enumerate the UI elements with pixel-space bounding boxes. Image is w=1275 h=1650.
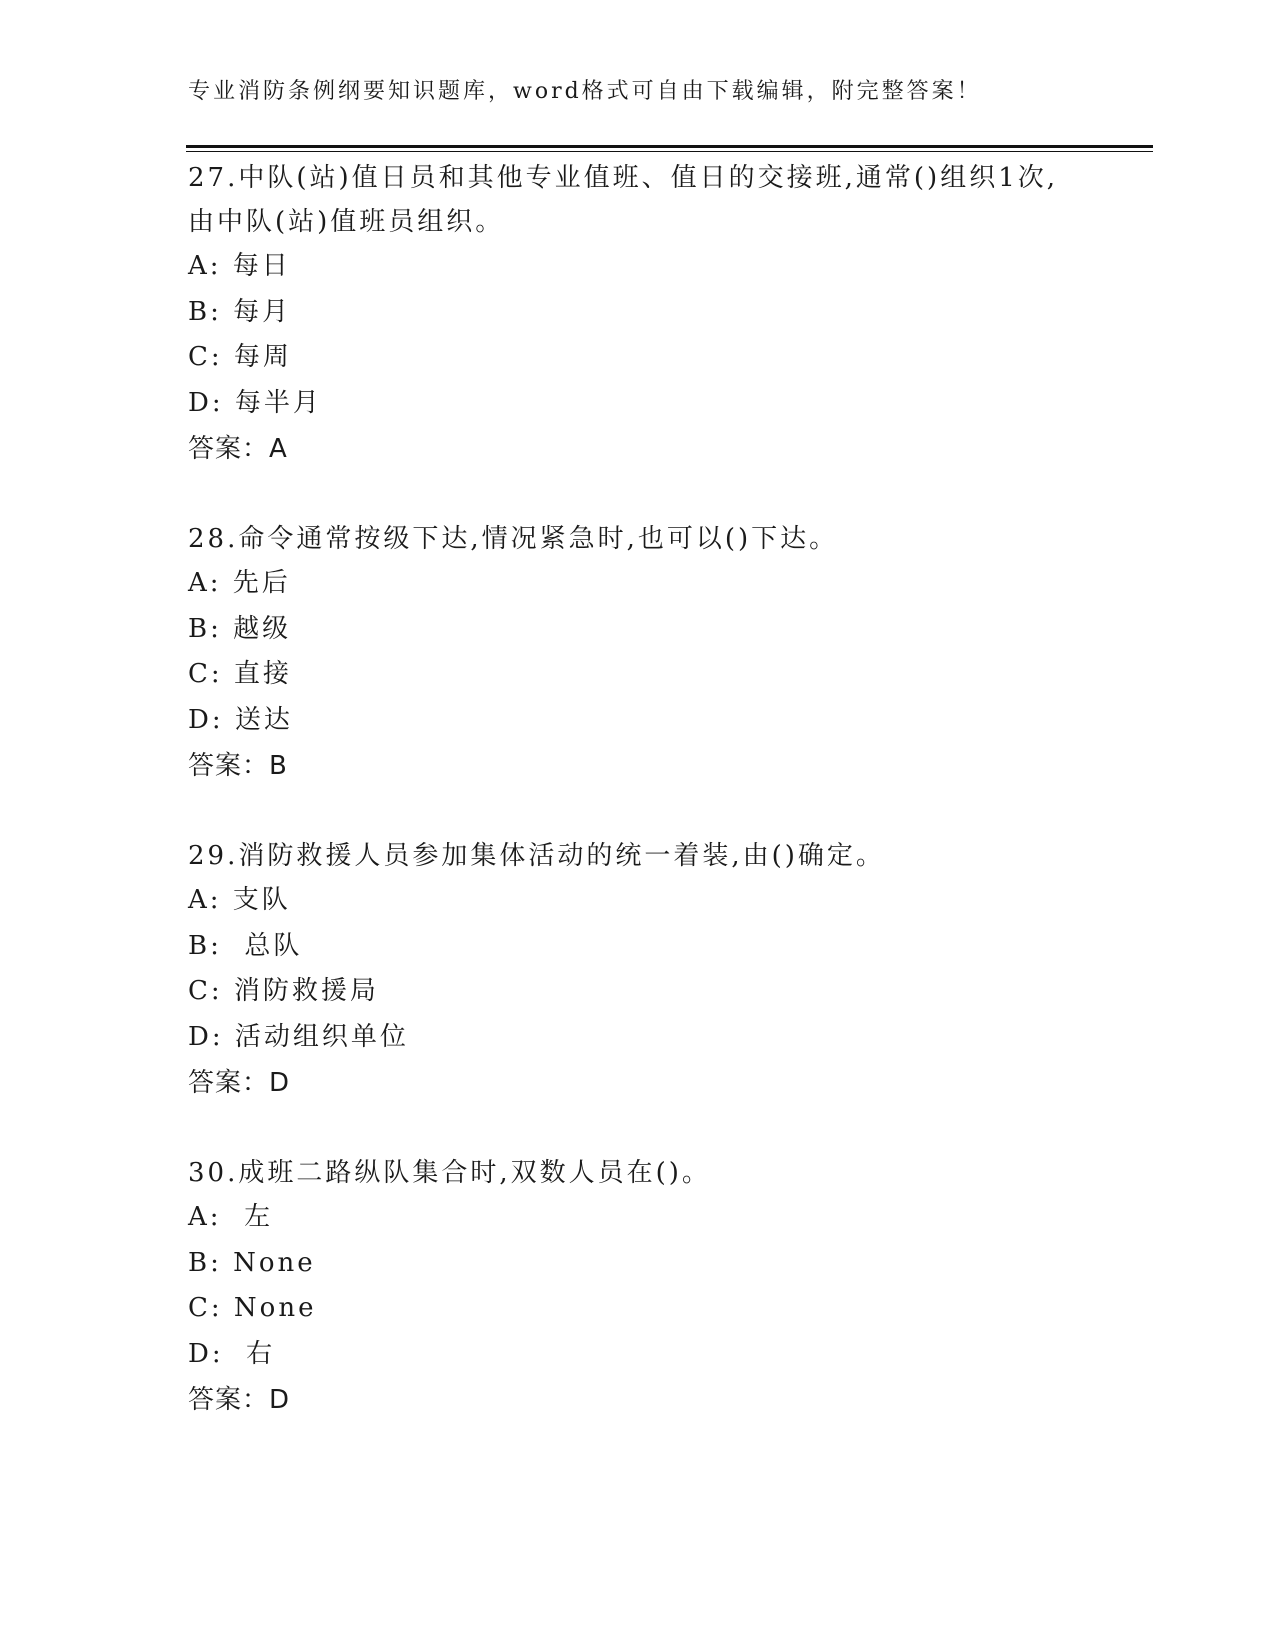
option-a: A: 先后 [188,568,291,598]
question-stem-continued: 由中队(站)值班员组织。 [188,207,505,237]
option-d: D: 右 [188,1338,276,1369]
option-d: D: 每半月 [188,387,322,418]
question-27 [188,156,1088,472]
option-a: A: 每日 [188,251,291,281]
question-stem: 28.命令通常按级下达,情况紧急时,也可以()下达。 [188,524,839,554]
option-c: C: 消防救援局 [188,976,379,1006]
answer: 答案：A [188,434,288,464]
option-b: B: 总队 [188,930,303,961]
question-30 [188,1151,1088,1423]
option-d: D: 活动组织单位 [188,1021,409,1052]
option-a: A: 支队 [188,885,291,915]
option-d: D: 送达 [188,704,293,735]
question-29 [188,834,1088,1106]
header-rule-thin [186,151,1153,152]
option-c: C: 直接 [188,659,292,689]
question-list [188,156,1088,1468]
question-stem: 29.消防救援人员参加集体活动的统一着装,由()确定。 [188,841,885,871]
question-stem: 27.中队(站)值日员和其他专业值班、值日的交接班,通常()组织1次, [188,163,1058,193]
option-b: B: 每月 [188,296,292,327]
answer: 答案：B [188,751,288,781]
option-c: C: None [188,1293,317,1323]
answer: 答案：D [188,1385,291,1415]
question-28 [188,517,1088,789]
option-c: C: 每周 [188,342,292,372]
answer: 答案：D [188,1068,291,1098]
option-b: B: None [188,1247,316,1278]
option-a: A: 左 [188,1202,274,1232]
document-header: 专业消防条例纲要知识题库，word格式可自由下载编辑，附完整答案！ [188,79,982,104]
question-stem: 30.成班二路纵队集合时,双数人员在()。 [188,1158,711,1188]
header-rule-thick [186,145,1153,148]
option-b: B: 越级 [188,613,292,644]
